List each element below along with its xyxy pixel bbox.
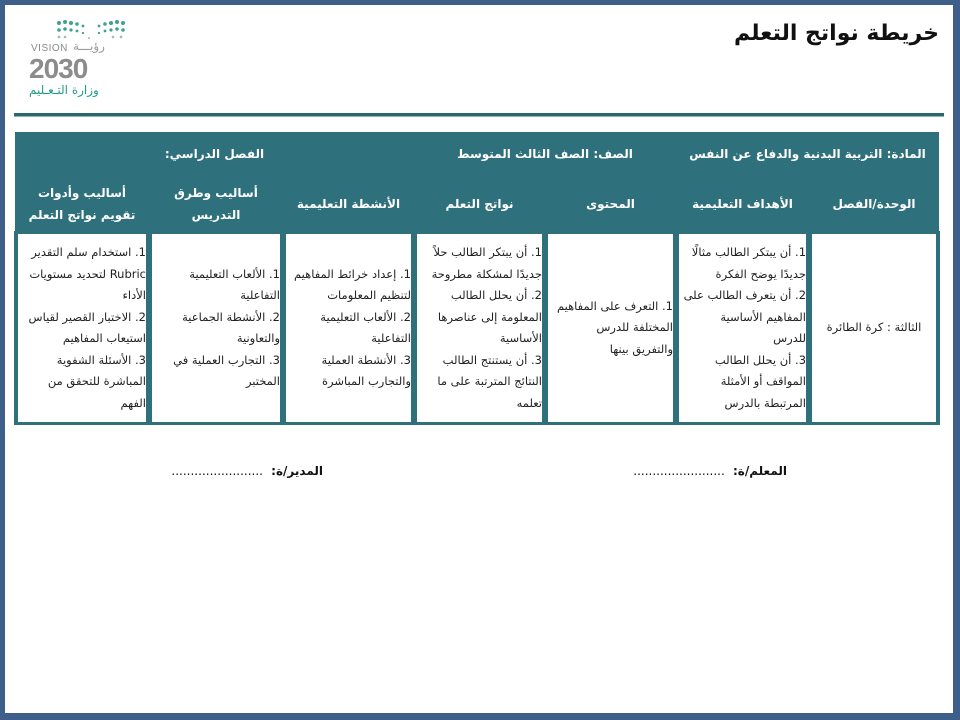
cell-teaching-methods — [149, 232, 283, 424]
grade-field: الصف: الصف الثالث المتوسط — [457, 147, 633, 161]
teacher-signature — [633, 464, 787, 478]
objective-line: جديدًا يوضح الفكرة — [715, 266, 807, 281]
teacher-signature-label: المعلم/ة: — [732, 464, 787, 478]
assessment-line: المباشرة للتحقق من — [47, 374, 146, 388]
assessment-line: استيعاب المفاهيم — [62, 331, 146, 345]
principal-signature-label: المدير/ة: — [271, 464, 323, 478]
assessment-line: الأداء — [122, 288, 146, 302]
cell-assessment — [15, 232, 149, 424]
col-header-activities: الأنشطة التعليمية — [296, 197, 401, 211]
objective-line: 2. أن يتعرف الطالب على — [683, 288, 807, 302]
cell-content — [545, 232, 676, 424]
col-header-unit: الوحدة/الفصل — [832, 197, 916, 211]
principal-signature-field[interactable]: ........................ — [171, 464, 263, 478]
assessment-line: الفهم — [120, 395, 146, 410]
semester-field: الفصل الدراسي: — [164, 147, 265, 161]
content-line: 1. التعرف على المفاهيم — [556, 298, 673, 313]
col-header-content: المحتوى — [586, 197, 635, 211]
outcome-line: جديدًا لمشكلة مطروحة — [431, 266, 542, 281]
cell-activities — [283, 232, 414, 424]
page-title: خريطة نواتج التعلم — [733, 21, 939, 46]
header-divider — [14, 113, 944, 117]
table-meta-row — [15, 132, 939, 176]
outcome-line: الأساسية — [499, 331, 542, 345]
outcome-line: تعلمه — [516, 395, 542, 410]
cell-objectives — [676, 232, 809, 424]
logo-vision-ar-text: رؤيـــة — [73, 39, 105, 53]
objective-line: المواقف أو الأمثلة — [720, 374, 807, 388]
cell-outcomes — [414, 232, 545, 424]
activity-line: 1. إعداد خرائط المفاهيم — [294, 266, 411, 281]
activity-line: 3. الأنشطة العملية — [321, 352, 411, 367]
method-line: المختبر — [245, 374, 280, 388]
cell-unit: الثالثة : كرة الطائرة — [809, 232, 939, 424]
logo-ministry-text: وزارة التـعـليم — [29, 83, 99, 97]
objective-line: المفاهيم الأساسية — [720, 309, 807, 324]
outcome-line: المعلومة إلى عناصرها — [437, 309, 542, 324]
method-line: التفاعلية — [240, 288, 280, 302]
col-header-assessment: أساليب وأدوات تقويم نواتج التعلم — [28, 186, 136, 222]
outcome-line: 1. أن يبتكر الطالب حلاً — [433, 245, 542, 259]
activity-line: لتنظيم المعلومات — [327, 288, 411, 302]
col-header-objectives: الأهداف التعليمية — [692, 197, 793, 211]
col-header-outcomes: نواتج التعلم — [445, 197, 514, 211]
document-page — [5, 5, 953, 713]
outcome-line: 3. أن يستنتج الطالب — [442, 352, 542, 367]
method-line: والتعاونية — [236, 331, 280, 345]
table-row — [15, 232, 939, 424]
assessment-line: 2. الاختبار القصير لقياس — [28, 309, 146, 324]
logo-vision-text: VISION — [31, 43, 68, 54]
objective-line: المرتبطة بالدرس — [724, 395, 807, 410]
outcome-line: النتائج المترتبة على ما — [437, 374, 542, 388]
logo-year: 2030 — [29, 53, 88, 84]
col-header-teaching-methods: أساليب وطرق التدريس — [174, 186, 258, 222]
assessment-line: Rubric لتحديد مستويات — [29, 266, 146, 281]
principal-signature — [171, 464, 323, 478]
vision-2030-moe-logo — [27, 17, 127, 97]
activity-line: التفاعلية — [371, 331, 411, 345]
activity-line: 2. الألعاب التعليمية — [320, 309, 411, 324]
content-line: المختلفة للدرس — [596, 320, 673, 335]
teacher-signature-field[interactable]: ........................ — [633, 464, 725, 478]
content-line: والتفريق بينها — [609, 341, 673, 356]
method-line: 3. التجارب العملية في — [173, 352, 280, 367]
objective-line: للدرس — [773, 331, 807, 345]
objective-line: 1. أن يبتكر الطالب مثالًا — [691, 245, 807, 259]
activity-line: والتجارب المباشرة — [321, 374, 411, 388]
method-line: 2. الأنشطة الجماعية — [182, 309, 280, 324]
subject-field: المادة: التربية البدنية والدفاع عن النفس — [689, 147, 926, 161]
table-header-row — [15, 176, 939, 232]
learning-outcomes-table — [15, 132, 939, 424]
objective-line: 3. أن يحلل الطالب — [714, 352, 807, 367]
assessment-line: 1. استخدام سلم التقدير — [31, 245, 146, 259]
outcome-line: 2. أن يحلل الطالب — [450, 288, 542, 302]
assessment-line: 3. الأسئلة الشفوية — [56, 352, 146, 367]
method-line: 1. الألعاب التعليمية — [189, 266, 280, 281]
